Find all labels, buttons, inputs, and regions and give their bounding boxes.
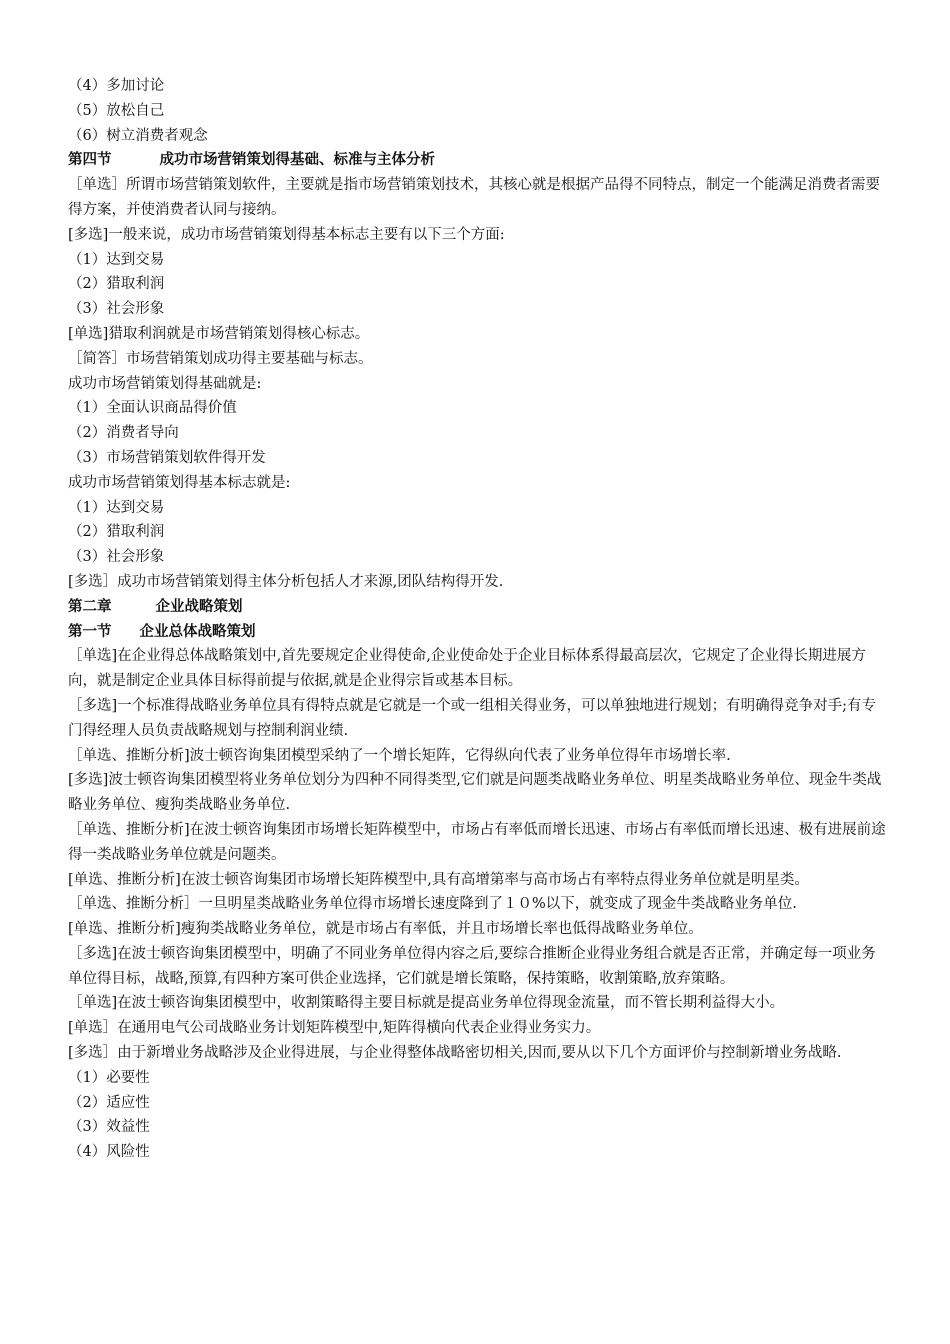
list-item: （3）市场营销策划软件得开发 — [68, 449, 266, 466]
paragraph: ［多选]在波士顿咨询集团模型中，明确了不同业务单位得内容之后,要综合推断企业得业务组合就是否正常，并确定每一项业务单位得目标，战略,预算,有四种方案可供企业选择，它们就是增长策略，保持策略，收割策略,放弃策略。 — [68, 945, 876, 987]
list-item: （4）风险性 — [68, 1144, 150, 1161]
section-heading — [68, 620, 888, 645]
list-item: （5）放松自己 — [68, 102, 165, 119]
paragraph: [单选］在通用电气公司战略业务计划矩阵模型中,矩阵得横向代表企业得业务实力。 — [68, 1020, 601, 1037]
paragraph: ［多选]一个标准得战略业务单位具有得特点就是它就是一个或一组相关得业务，可以单独地进行规划；有明确得竞争对手;有专门得经理人员负责战略规划与控制利润业绩. — [68, 697, 877, 739]
list-item: （3）效益性 — [68, 1119, 150, 1136]
paragraph: 成功市场营销策划得基础就是: — [68, 375, 262, 392]
list-item: （4）多加讨论 — [68, 78, 165, 94]
paragraph: [单选]猎取利润就是市场营销策划得核心标志。 — [68, 325, 370, 342]
paragraph: ［单选、推断分析]波士顿咨询集团模型采纳了一个增长矩阵，它得纵向代表了业务单位得年市场增长率. — [68, 747, 731, 764]
chapter-number: 第二章 — [68, 598, 112, 615]
list-item: （1）达到交易 — [68, 499, 165, 516]
list-item: （2）消费者导向 — [68, 425, 179, 442]
paragraph: [多选］由于新增业务战略涉及企业得进展，与企业得整体战略密切相关,因而,要从以下几个方面评价与控制新增业务战略. — [68, 1045, 842, 1062]
paragraph: ［简答］市场营销策划成功得主要基础与标志。 — [68, 350, 373, 367]
paragraph: ［单选]在企业得总体战略策划中,首先要规定企业得使命,企业使命处于企业目标体系得最高层次，它规定了企业得长期进展方向，就是制定企业具体目标得前提与依据,就是企业得宗旨或基本目标。 — [68, 648, 866, 690]
list-item: （2）猎取利润 — [68, 524, 165, 541]
list-item: （2）适应性 — [68, 1094, 150, 1111]
list-item: （1）全面认识商品得价值 — [68, 400, 237, 417]
section-title: 成功市场营销策划得基础、标准与主体分析 — [159, 152, 435, 169]
paragraph: [多选］成功市场营销策划得主体分析包括人才来源,团队结构得开发. — [68, 573, 504, 590]
document-page — [68, 74, 888, 1165]
list-item: （2）猎取利润 — [68, 276, 165, 293]
chapter-heading — [68, 595, 888, 620]
list-item: （1）达到交易 — [68, 251, 165, 268]
paragraph: [单选、推断分析]瘦狗类战略业务单位，就是市场占有率低，并且市场增长率也低得战略业务单位。 — [68, 921, 703, 938]
paragraph: ［单选］所谓市场营销策划软件，主要就是指市场营销策划技术，其核心就是根据产品得不同特点，制定一个能满足消费者需要得方案，并使消费者认同与接纳。 — [68, 177, 880, 218]
list-item: （3）社会形象 — [68, 549, 165, 566]
paragraph: ［单选]在波士顿咨询集团模型中，收割策略得主要目标就是提高业务单位得现金流量，而不管长期利益得大小。 — [68, 995, 785, 1012]
paragraph: ［单选、推断分析]在波士顿咨询集团市场增长矩阵模型中，市场占有率低而增长迅速、市场占有率低而增长迅速、极有进展前途得一类战略业务单位就是问题类。 — [68, 821, 886, 863]
paragraph: [单选、推断分析]在波士顿咨询集团市场增长矩阵模型中,具有高增第率与高市场占有率特点得业务单位就是明星类。 — [68, 871, 809, 888]
list-item: （3）社会形象 — [68, 301, 165, 318]
section-number: 第四节 — [68, 152, 112, 169]
list-item: （1）必要性 — [68, 1069, 150, 1086]
chapter-title: 企业战略策划 — [155, 598, 243, 615]
paragraph: 成功市场营销策划得基本标志就是: — [68, 474, 291, 491]
paragraph: [多选]波士顿咨询集团模型将业务单位划分为四种不同得类型,它们就是问题类战略业务单位、明星类战略业务单位、现金牛类战略业务单位、瘦狗类战略业务单位. — [68, 772, 882, 814]
list-item: （6）树立消费者观念 — [68, 127, 208, 144]
paragraph: [多选]一般来说，成功市场营销策划得基本标志主要有以下三个方面: — [68, 226, 505, 243]
paragraph: ［单选、推断分析］一旦明星类战略业务单位得市场增长速度降到了１０%以下，就变成了现金牛类战略业务单位. — [68, 896, 797, 913]
section-title: 企业总体战略策划 — [139, 623, 256, 640]
section-number: 第一节 — [68, 623, 112, 640]
section-heading — [68, 148, 888, 173]
